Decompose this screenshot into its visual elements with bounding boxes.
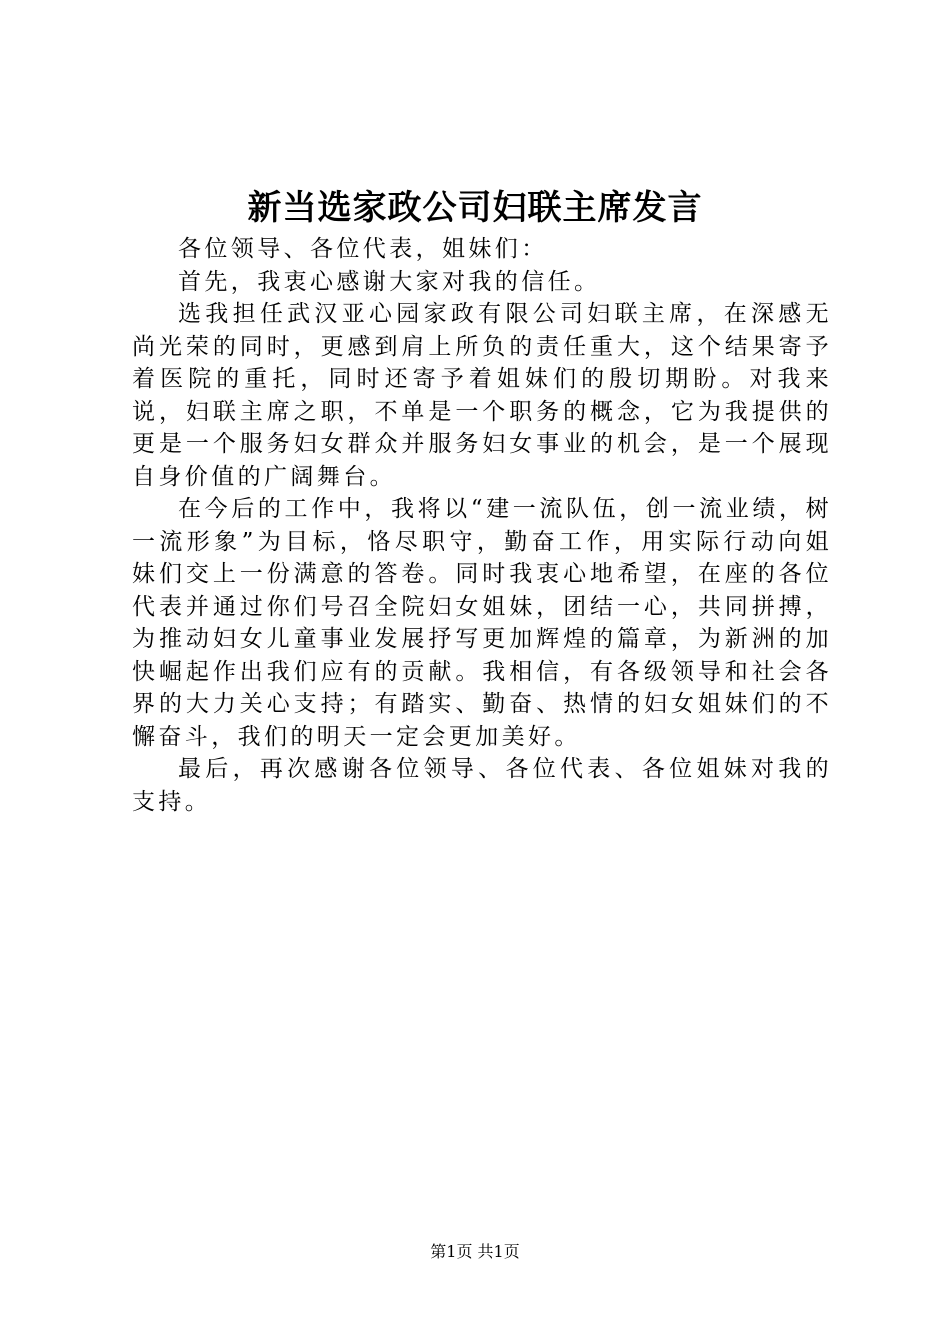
- document-title: 新当选家政公司妇联主席发言: [247, 188, 703, 228]
- paragraph-goals: 在今后的工作中，我将以“建一流队伍，创一流业绩，树一流形象”为目标，恪尽职守，勤奋工作，用实际行动向姐妹们交上一份满意的答卷。同时我衷心地希望，在座的各位代表并通过你们号召全院妇女姐妹，团结一心，共同拼搏，为推动妇女儿童事业发展抒写更加辉煌的篇章，为新洲的加快崛起作出我们应有的贡献。我相信，有各级领导和社会各界的大力关心支持；有踏实、勤奋、热情的妇女姐妹们的不懈奋斗，我们的明天一定会更加美好。: [132, 496, 832, 750]
- document-body: [132, 233, 832, 818]
- page-footer: 第1页 共1页: [430, 1242, 520, 1261]
- paragraph-thanks: 首先，我衷心感谢大家对我的信任。: [178, 268, 601, 295]
- paragraph-responsibility: 选我担任武汉亚心园家政有限公司妇联主席，在深感无尚光荣的同时，更感到肩上所负的责任重大，这个结果寄予着医院的重托，同时还寄予着姐妹们的殷切期盼。对我来说，妇联主席之职，不单是一个职务的概念，它为我提供的更是一个服务妇女群众并服务妇女事业的机会，是一个展现自身价值的广阔舞台。: [132, 301, 832, 490]
- paragraph-closing: 最后，再次感谢各位领导、各位代表、各位姐妹对我的支持。: [132, 756, 832, 815]
- paragraph-salutation: 各位领导、各位代表，姐妹们：: [178, 236, 548, 262]
